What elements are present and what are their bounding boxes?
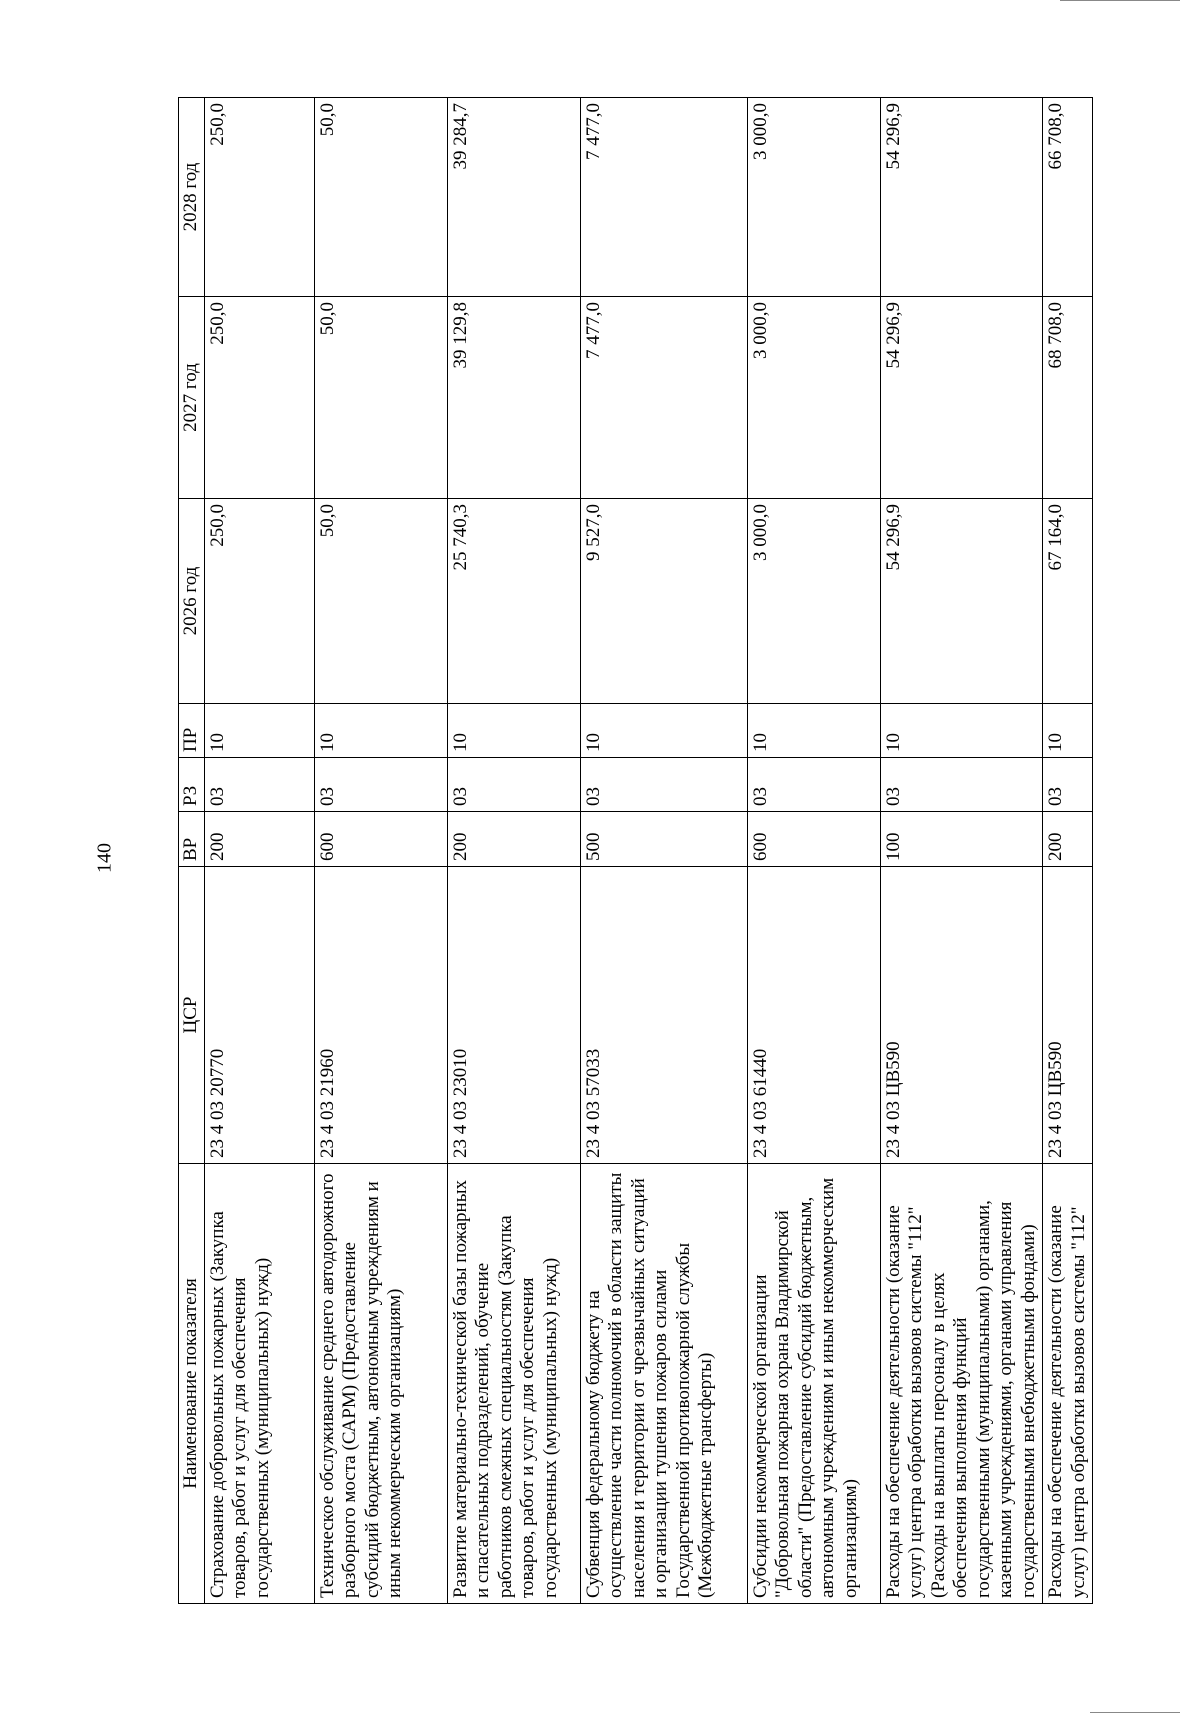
header-csr: ЦСР [179,867,205,1164]
row-2027: 250,0 [204,297,314,499]
row-rz: 03 [1043,758,1093,812]
row-rz: 03 [447,758,580,812]
row-vr: 600 [747,812,880,867]
row-name: Техническое обслуживание среднего автодорожного разборного моста (САРМ) (Предоставление субсидий бюджетным, автономным учреждениям и иным некоммерческим организациям) [314,1164,447,1604]
row-name: Субвенция федеральному бюджету на осуществление части полномочий в области защиты населения и территории от чрезвычайных ситуаций и организации тушения пожаров силами Государственной противопожарной службы (Межбюджетные трансферты) [580,1164,747,1604]
row-csr: 23 4 03 20770 [204,867,314,1164]
row-csr: 23 4 03 ЦВ590 [880,867,1043,1164]
table-row [204,98,314,1604]
table-row [1043,98,1093,1604]
row-2028: 3 000,0 [747,98,880,297]
row-name: Субсидии некоммерческой организации "Добровольная пожарная охрана Владимирской области" (Предоставление субсидий бюджетным, автономным учреждениям и иным некоммерческим организациям) [747,1164,880,1604]
row-rz: 03 [880,758,1043,812]
row-rz: 03 [747,758,880,812]
row-pr: 10 [447,704,580,758]
row-2026: 3 000,0 [747,499,880,704]
row-name: Расходы на обеспечение деятельности (оказание услуг) центра обработки вызовов системы "112" (Расходы на выплаты персоналу в целях обеспечения выполнения функций государственными (муниципальными) органами, казенными учреждениями, органами управления государственными внебюджетными фондами) [880,1164,1043,1604]
row-2026: 250,0 [204,499,314,704]
row-vr: 100 [880,812,1043,867]
row-2026: 50,0 [314,499,447,704]
row-pr: 10 [204,704,314,758]
row-pr: 10 [1043,704,1093,758]
row-csr: 23 4 03 21960 [314,867,447,1164]
row-vr: 200 [1043,812,1093,867]
row-vr: 600 [314,812,447,867]
row-pr: 10 [314,704,447,758]
row-csr: 23 4 03 23010 [447,867,580,1164]
header-rz: РЗ [179,758,205,812]
table-header-row [179,98,205,1604]
row-vr: 200 [204,812,314,867]
header-2027: 2027 год [179,297,205,499]
page-number: 140 [93,843,116,873]
row-2026: 54 296,9 [880,499,1043,704]
row-2027: 7 477,0 [580,297,747,499]
row-2028: 54 296,9 [880,98,1043,297]
header-2026: 2026 год [179,499,205,704]
header-name: Наименование показателя [179,1164,205,1604]
table-row [314,98,447,1604]
row-2028: 66 708,0 [1043,98,1093,297]
table-row [447,98,580,1604]
budget-table [178,97,1093,1604]
table-row [880,98,1043,1604]
row-2028: 50,0 [314,98,447,297]
scan-mark [1060,0,1180,1]
header-vr: ВР [179,812,205,867]
row-2028: 39 284,7 [447,98,580,297]
row-rz: 03 [580,758,747,812]
row-2027: 39 129,8 [447,297,580,499]
header-pr: ПР [179,704,205,758]
row-vr: 500 [580,812,747,867]
row-pr: 10 [747,704,880,758]
row-name: Расходы на обеспечение деятельности (оказание услуг) центра обработки вызовов системы "112" [1043,1164,1093,1604]
row-2027: 3 000,0 [747,297,880,499]
row-2026: 25 740,3 [447,499,580,704]
row-pr: 10 [880,704,1043,758]
row-pr: 10 [580,704,747,758]
row-name: Развитие материально-технической базы пожарных и спасательных подразделений, обучение работников смежных специальностям (Закупка товаров, работ и услуг для обеспечения государственных (муниципальных) нужд) [447,1164,580,1604]
row-2027: 54 296,9 [880,297,1043,499]
header-2028: 2028 год [179,98,205,297]
row-csr: 23 4 03 61440 [747,867,880,1164]
row-2026: 67 164,0 [1043,499,1093,704]
row-2027: 50,0 [314,297,447,499]
scan-mark [1090,1712,1180,1713]
row-rz: 03 [314,758,447,812]
row-name: Страхование добровольных пожарных (Закупка товаров, работ и услуг для обеспечения государственных (муниципальных) нужд) [204,1164,314,1604]
rotated-table-container [178,98,1089,1604]
row-2028: 250,0 [204,98,314,297]
row-csr: 23 4 03 57033 [580,867,747,1164]
row-2026: 9 527,0 [580,499,747,704]
row-2028: 7 477,0 [580,98,747,297]
table-row [747,98,880,1604]
row-rz: 03 [204,758,314,812]
row-vr: 200 [447,812,580,867]
row-csr: 23 4 03 ЦВ590 [1043,867,1093,1164]
row-2027: 68 708,0 [1043,297,1093,499]
table-row [580,98,747,1604]
